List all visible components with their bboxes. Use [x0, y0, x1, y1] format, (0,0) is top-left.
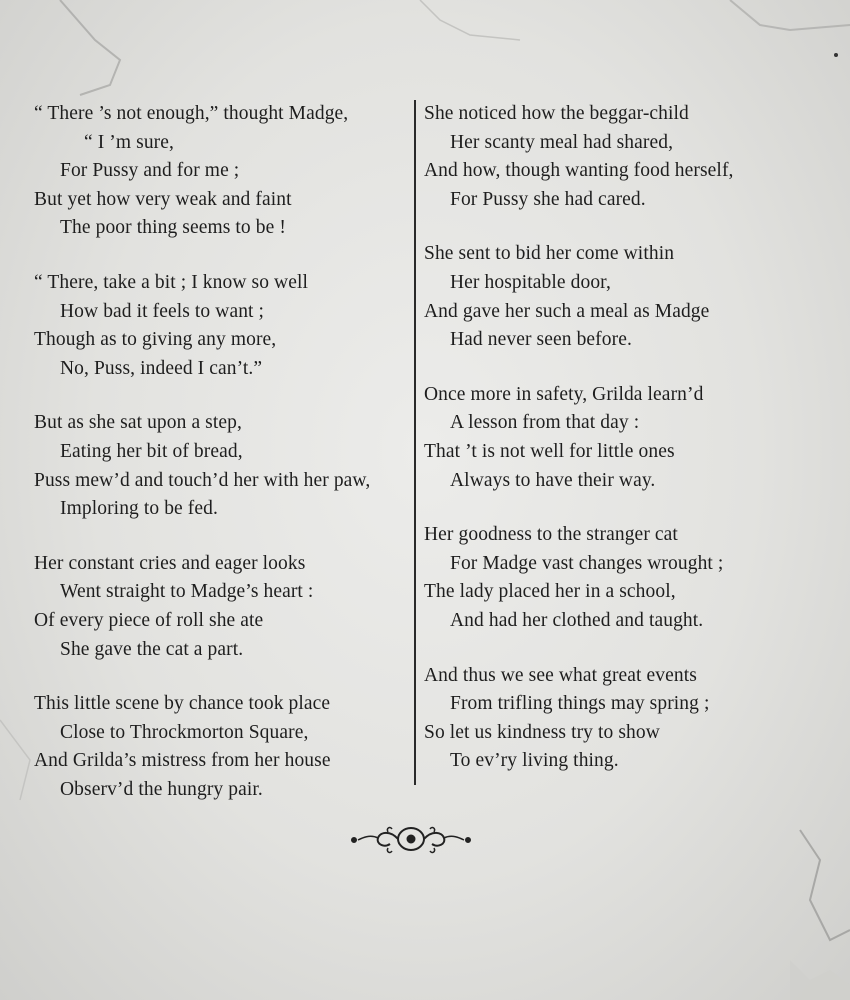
- poem-line: Once more in safety, Grilda learn’d: [424, 383, 704, 405]
- poem-line: And Grilda’s mistress from her house: [34, 750, 331, 772]
- right-poem-column: [424, 100, 844, 802]
- poem-line: “ There ’s not enough,” thought Madge,: [34, 103, 349, 124]
- poem-line: Her goodness to the stranger cat: [424, 524, 678, 546]
- poem-line: And how, though wanting food herself,: [424, 160, 734, 182]
- poem-line: That ’t is not well for little ones: [424, 440, 675, 462]
- poem-line: And had her clothed and taught.: [450, 609, 704, 631]
- poem-line: Had never seen before.: [450, 329, 632, 351]
- poem-line: Close to Throckmorton Square,: [60, 721, 309, 743]
- poem-line: Her constant cries and eager looks: [34, 552, 306, 574]
- poem-line: She gave the cat a part.: [60, 638, 244, 660]
- poem-line: For Pussy and for me ;: [60, 160, 240, 182]
- poem-line: “ I ’m sure,: [84, 131, 174, 153]
- poem-line: The lady placed her in a school,: [424, 581, 676, 603]
- poem-line: Eating her bit of bread,: [60, 440, 243, 462]
- poem-line: And gave her such a meal as Madge: [424, 300, 710, 322]
- poem-line: But yet how very weak and faint: [34, 188, 292, 210]
- poem-line: To ev’ry living thing.: [450, 750, 619, 772]
- poem-line: For Madge vast changes wrought ;: [450, 552, 724, 574]
- poem-line: Of every piece of roll she ate: [34, 609, 264, 631]
- poem-line: Her scanty meal had shared,: [450, 131, 674, 153]
- poem-line: But as she sat upon a step,: [34, 412, 242, 434]
- floral-ornament-icon: [348, 822, 474, 856]
- poem-line: No, Puss, indeed I can’t.”: [60, 357, 263, 379]
- left-stanza-4: [34, 550, 412, 664]
- column-divider: [414, 100, 416, 785]
- poem-line: Her hospitable door,: [450, 271, 611, 293]
- right-stanza-3: [424, 381, 844, 495]
- left-stanza-1: [34, 100, 412, 243]
- poem-line: And thus we see what great events: [424, 664, 697, 686]
- poem-line: A lesson from that day :: [450, 412, 640, 434]
- poem-line: From trifling things may spring ;: [450, 693, 710, 715]
- poem-line: This little scene by chance took place: [34, 693, 331, 715]
- left-stanza-2: [34, 269, 412, 383]
- poem-line: She noticed how the beggar-child: [424, 103, 689, 124]
- right-stanza-2: [424, 240, 844, 354]
- poem-line: She sent to bid her come within: [424, 243, 675, 265]
- left-stanza-3: [34, 409, 412, 523]
- poem-line: So let us kindness try to show: [424, 721, 660, 743]
- poem-line: Went straight to Madge’s heart :: [60, 581, 314, 603]
- right-stanza-5: [424, 662, 844, 776]
- poem-line: The poor thing seems to be !: [60, 217, 286, 239]
- poem-line: Imploring to be fed.: [60, 498, 218, 520]
- poem-line: Always to have their way.: [450, 469, 656, 491]
- left-stanza-5: [34, 690, 412, 804]
- poem-line: How bad it feels to want ;: [60, 300, 265, 322]
- poem-line: Puss mew’d and touch’d her with her paw,: [34, 469, 371, 491]
- left-poem-column: [34, 100, 412, 830]
- poem-line: “ There, take a bit ; I know so well: [34, 271, 308, 293]
- poem-line: For Pussy she had cared.: [450, 188, 646, 210]
- right-stanza-1: [424, 100, 844, 214]
- right-stanza-4: [424, 521, 844, 635]
- poem-line: Observ’d the hungry pair.: [60, 778, 263, 800]
- poem-line: Though as to giving any more,: [34, 329, 277, 351]
